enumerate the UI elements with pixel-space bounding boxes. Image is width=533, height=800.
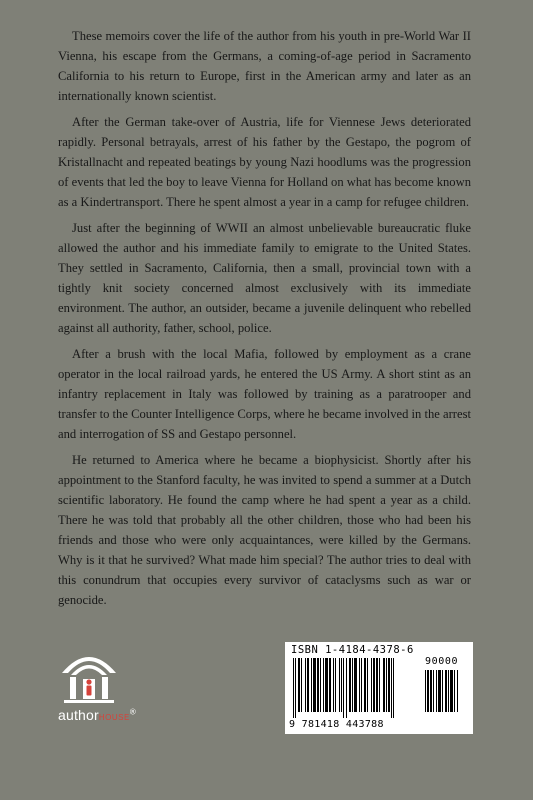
blurb-paragraph: He returned to America where he became a biophysicist. Shortly after his appointment to the Stanford faculty, he was invited to spend a summer at a Dutch scientific laboratory. He found the camp where he had spent a year as a child. There he was told that probably all the other children, those who had been his friends and those who were only acquaintances, were killed by the Germans. Why is it that he survived? What made him special? The author tries to deal with this conundrum that occupies every survivor of cataclysms such as war or genocide. [58, 453, 471, 607]
blurb-paragraph: Just after the beginning of WWII an almost unbelievable bureaucratic fluke allowed the author and his immediate family to emigrate to the United States. They settled in Sacramento, California, then a small, provincial town with a tightly knit society concerned almost exclusively with its immediate environment. The author, an outsider, became a juvenile delinquent who rebelled against all authority, father, school, police. [58, 221, 471, 335]
ean-number: 9 781418 443788 [289, 719, 384, 730]
trademark-symbol: ® [129, 707, 136, 717]
house-logo-icon [58, 645, 120, 705]
publisher-name-suffix: HOUSE [98, 713, 130, 722]
publisher-logo [58, 645, 178, 725]
publisher-name-prefix: author [58, 707, 99, 723]
barcode-addon-number: 90000 [425, 656, 459, 667]
blurb-paragraph: These memoirs cover the life of the author from his youth in pre-World War II Vienna, his escape from the Germans, a coming-of-age period in Sacramento California to his return to Europe, first in the American army and later as an internationally known scientist. [58, 29, 471, 103]
blurb-paragraph: After a brush with the local Mafia, followed by employment as a crane operator in the local railroad yards, he entered the US Army. A short stint as an infantry replacement in Italy was followed by training as a paratrooper and transfer to the Counter Intelligence Corps, where he became involved in the arrest and interrogation of SS and Gestapo personnel. [58, 347, 471, 441]
ean-barcode-bars [293, 658, 421, 718]
addon-barcode-bars [425, 670, 467, 718]
isbn-label: ISBN 1-4184-4378-6 [291, 644, 414, 656]
back-cover-blurb [58, 26, 471, 616]
blurb-paragraph: After the German take-over of Austria, life for Viennese Jews deteriorated rapidly. Personal betrayals, arrest of his father by the Gestapo, the pogrom of Kristallnacht and repeated beatings by young Nazi hoodlums was the progression of events that led the boy to leave Vienna for Holland on what has become known as a Kindertransport. There he spent almost a year in a camp for refugee children. [58, 115, 471, 209]
publisher-name [58, 707, 136, 723]
isbn-barcode [285, 642, 473, 734]
